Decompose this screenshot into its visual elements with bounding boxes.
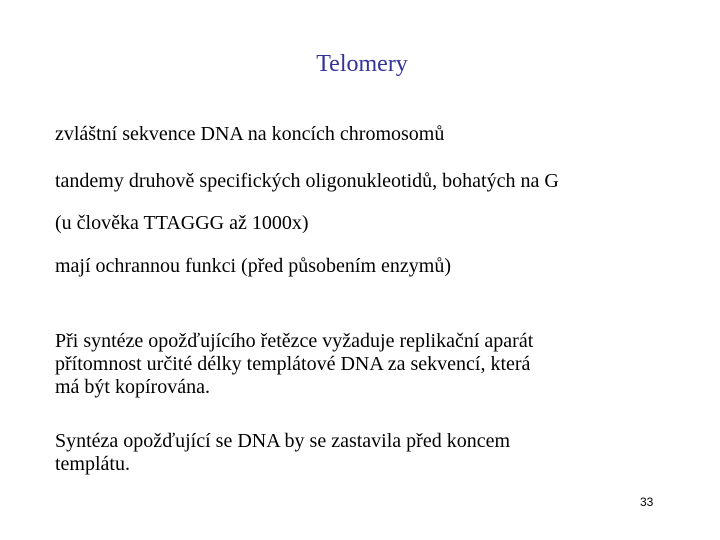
paragraph-human-example [55, 212, 675, 235]
paragraph-replication [55, 330, 675, 399]
paragraph-definition [55, 123, 675, 146]
paragraph-line: (u člověka TTAGGG až 1000x) [55, 212, 309, 234]
paragraph-synthesis-stop [55, 430, 675, 476]
paragraph-line: přítomnost určité délky templátové DNA za sekvencí, která [55, 353, 531, 375]
paragraph-line: mají ochrannou funkci (před působením enzymů) [55, 255, 451, 277]
paragraph-protective-function [55, 255, 675, 278]
slide-title: Telomery [316, 51, 408, 77]
page-number: 33 [640, 495, 654, 509]
paragraph-line: Syntéza opožďující se DNA by se zastavila před koncem [55, 430, 511, 452]
paragraph-line: templátu. [55, 453, 130, 475]
paragraph-line: má být kopírována. [55, 376, 210, 398]
paragraph-tandems [55, 170, 675, 193]
paragraph-line: Při syntéze opožďujícího řetězce vyžaduje replikační aparát [55, 330, 534, 352]
paragraph-line: tandemy druhově specifických oligonukleotidů, bohatých na G [55, 170, 559, 192]
paragraph-line: zvláštní sekvence DNA na koncích chromosomů [55, 123, 445, 145]
